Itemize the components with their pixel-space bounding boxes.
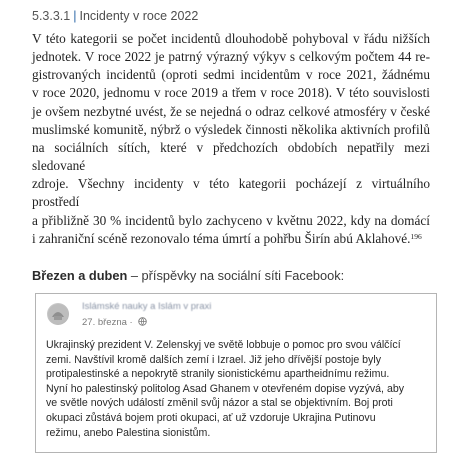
post-line: okupaci zůstává bojem proti okupaci, ať už vzdoruje Ukrajina Putinovu xyxy=(46,411,376,424)
post-line: Ukrajinský prezident V. Zelenskyj ve světě lobbuje o pomoc pro svou válčící xyxy=(46,339,401,351)
paragraph-line: muslimské komunitě, nýbrž o výsledek činnosti několika aktivních profilů xyxy=(32,121,430,137)
post-line: zemi. Navštívil kromě dalších zemí i Izrael. Již jeho dřívější postoje byly xyxy=(46,353,381,366)
post-line: režimu, anebo Palestina sionistům. xyxy=(46,426,211,439)
post-date xyxy=(82,317,147,328)
section-heading xyxy=(32,9,198,23)
paragraph-line: je ovšem nezbytné uvést, že se nejedná o odraz celkové atmosféry v české xyxy=(32,103,430,119)
post-line: Nyní ho palestinský politolog Asad Ghanem v otevřeném dopise vyzývá, aby xyxy=(46,382,405,395)
caption-rest: – příspěvky na sociální síti Facebook: xyxy=(127,268,345,283)
paragraph-line: na sociálních sítích, které v předchozích obdobích nepatřily mezi sledované xyxy=(32,139,430,174)
paragraph-line: v roce 2020, jednomu v roce 2019 a třem v roce 2018). V této souvislosti xyxy=(32,85,430,101)
facebook-post-screenshot xyxy=(35,293,437,453)
figure-caption xyxy=(32,268,344,283)
post-line: ve světle nových událostí změnil svůj názor a stal se objektivním. Boj proti xyxy=(46,397,393,410)
paragraph-line: gistrovaných incidentů (oproti sedmi incidentům v roce 2021, žádnému xyxy=(32,67,430,83)
body-paragraph xyxy=(32,30,430,248)
page-avatar xyxy=(47,303,69,325)
paragraph-line-last xyxy=(32,230,430,248)
post-date-text: 27. března · xyxy=(82,317,133,328)
footnote-marker[interactable]: 196 xyxy=(410,231,422,241)
page-name: Islámské nauky a Islám v praxi xyxy=(82,301,212,312)
paragraph-line: a přibližně 30 % incidentů bylo zachyceno v květnu 2022, kdy na domácí xyxy=(32,212,430,228)
heading-separator: | xyxy=(73,9,77,23)
post-line: protipalestinské a nepokrytě stranily sionistickému apartheidnímu režimu. xyxy=(46,368,390,381)
post-text xyxy=(46,338,426,440)
paragraph-line: zdroje. Všechny incidenty v této kategorii pocházejí z virtuálního prostředí xyxy=(32,176,430,210)
section-number: 5.3.3.1 xyxy=(32,9,71,23)
caption-bold: Březen a duben xyxy=(32,268,128,283)
globe-icon xyxy=(138,317,147,326)
paragraph-line: V této kategorii se počet incidentů dlouhodobě pohyboval v řádu nižších xyxy=(32,31,430,46)
paragraph-line: jednotek. V roce 2022 je patrný výrazný výkyv s celkovým počtem 44 re- xyxy=(32,49,430,65)
section-title: Incidenty v roce 2022 xyxy=(79,9,199,23)
paragraph-line-text: i zahraniční scéně rezonovalo téma úmrtí a pohřbu Širín abú Aklahové. xyxy=(32,230,411,246)
